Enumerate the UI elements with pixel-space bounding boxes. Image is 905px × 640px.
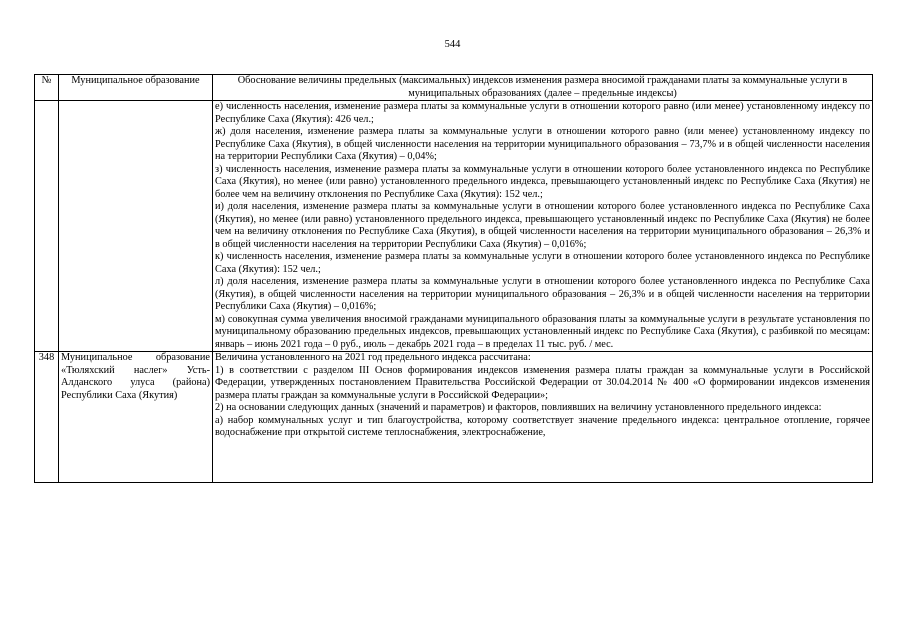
table-row	[35, 101, 873, 352]
indices-table	[34, 74, 873, 483]
paragraph: 1) в соответствии с разделом III Основ формирования индексов изменения размера платы граждан за коммунальные услуги в Российской Федерации, утвержденных постановлением Правительства Российской Федерации от 30.04.2014 № 400 «О формировании индексов изменения размера платы граждан за коммунальные услуги в Российской Федерации»;	[215, 364, 870, 401]
header-number: №	[35, 75, 59, 101]
paragraph: е) численность населения, изменение размера платы за коммунальные услуги в отношении которого равно (или менее) установленному индексу по Республике Саха (Якутия): 426 чел.;	[215, 101, 870, 125]
row-municipality: Муниципальное образование «Тюляхский наслег» Усть-Алданского улуса (района) Республики Саха (Якутия)	[59, 352, 213, 483]
row-municipality	[59, 101, 213, 352]
paragraph: ж) доля населения, изменение размера платы за коммунальные услуги в отношении которого равно (или менее) установленному индексу по Республике Саха (Якутия), в общей численности населения на территории муниципального образования – 73,7% и в общей численности населения на территории Республики Саха (Якутия) – 0,04%;	[215, 126, 870, 162]
paragraph: Величина установленного на 2021 год предельного индекса рассчитана:	[215, 352, 531, 363]
page-number: 544	[444, 39, 461, 50]
paragraph: 2) на основании следующих данных (значений и параметров) и факторов, повлиявших на величину установленного предельного индекса:	[215, 402, 822, 413]
paragraph: м) совокупная сумма увеличения вносимой гражданами муниципального образования платы за коммунальные услуги в результате установления по муниципальному образованию предельных индексов, превышающих установленный индекс по Республике Саха (Якутия), с разбивкой по месяцам: январь – июнь 2021 года – 0 руб., июль – декабрь 2021 года – в пределах 11 тыс. руб. / мес.	[215, 313, 870, 350]
header-municipality: Муниципальное образование	[59, 75, 213, 101]
paragraph: з) численность населения, изменение размера платы за коммунальные услуги в отношении которого более установленного индекса по Республике Саха (Якутия), но менее (или равно) установленного предельного индекса, превышающего установленный индекс по Республике Саха (Якутия) не более чем на величину отклонения по Республике Саха (Якутия): 152 чел.;	[215, 163, 870, 200]
paragraph: к) численность населения, изменение размера платы за коммунальные услуги в отношении которого более установленного индекса по Республике Саха (Якутия): 152 чел.;	[215, 251, 870, 275]
paragraph: л) доля населения, изменение размера платы за коммунальные услуги в отношении которого более установленного индекса по Республике Саха (Якутия), в общей численности населения на территории муниципального образования – 26,3% и в общей численности населения на территории Республики Саха (Якутия) – 0,016%;	[215, 276, 870, 312]
row-justification	[213, 352, 873, 483]
table-row	[35, 352, 873, 483]
row-number: 348	[35, 352, 59, 483]
row-number	[35, 101, 59, 352]
row-justification-content	[215, 352, 870, 482]
table-header-row	[35, 75, 873, 101]
header-justification: Обоснование величины предельных (максимальных) индексов изменения размера вносимой гражданами платы за коммунальные услуги в муниципальных образованиях (далее – предельные индексы)	[213, 75, 873, 101]
row-justification	[213, 101, 873, 352]
paragraph: а) набор коммунальных услуг и тип благоустройства, которому соответствует значение предельного индекса: центральное отопление, горячее водоснабжение при открытой системе теплоснабжения, электроснабжение,	[215, 414, 870, 438]
paragraph: и) доля населения, изменение размера платы за коммунальные услуги в отношении которого более установленного индекса по Республике Саха (Якутия), но менее (или равно) установленного предельного индекса, превышающего установленный индекс по Республике Саха (Якутия) не более чем на величину отклонения по Республике Саха (Якутия), в общей численности населения на территории муниципального образования – 26,3% и в общей численности населения на территории Республики Саха (Якутия) – 0,016%;	[215, 201, 870, 250]
